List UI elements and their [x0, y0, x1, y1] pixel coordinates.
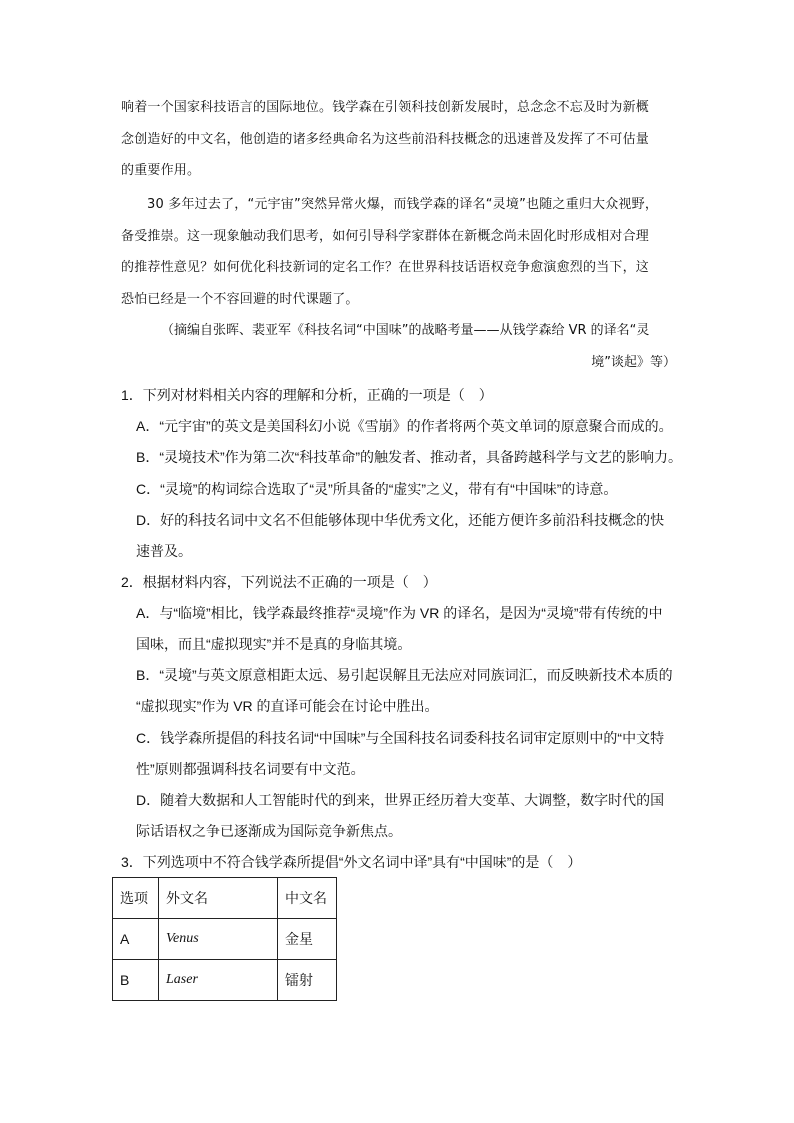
table-header-cell: 选项: [113, 878, 159, 919]
text-line: 念创造好的中文名，他创造的诸多经典命名为这些前沿科技概念的迅速普及发挥了不可估量: [121, 131, 650, 147]
question-2-option-d-cont: 际话语权之争已逐渐成为国际竞争新焦点。: [136, 823, 402, 839]
table-row: [113, 919, 337, 960]
question-2-option-d[interactable]: D．随着大数据和人工智能时代的到来，世界正经历着大变革、大调整，数字时代的国: [136, 792, 665, 808]
text-line: 的推荐性意见？如何优化科技新词的定名工作？在世界科技话语权竞争愈演愈烈的当下，这: [121, 260, 650, 276]
question-2-stem: 2．根据材料内容，下列说法不正确的一项是（ ）: [121, 574, 437, 590]
table-cell-foreign-name: Laser: [159, 960, 278, 1001]
question-1-option-d-cont: 速普及。: [136, 543, 192, 559]
question-1-option-b[interactable]: B．“灵境技术”作为第二次“科技革命”的触发者、推动者，具备跨越科学与文艺的影响力。: [136, 449, 682, 465]
text-line: 30 多年过去了，“元宇宙”突然异常火爆，而钱学森的译名“灵境”也随之重归大众视野，: [147, 197, 659, 212]
citation-line: （摘编自张晖、裴亚军《科技名词“中国味”的战略考量——从钱学森给 VR 的译名“灵: [161, 323, 650, 338]
question-3-stem: 3．下列选项中不符合钱学森所提倡“外文名词中译”具有“中国味”的是（ ）: [121, 854, 582, 870]
question-2-option-c-cont: 性”原则都强调科技名词要有中文范。: [136, 761, 365, 777]
passage-paragraph-1: [121, 92, 681, 187]
text-line: 备受推崇。这一现象触动我们思考，如何引导科学家群体在新概念尚未固化时形成相对合理: [121, 228, 650, 244]
question-2-option-b[interactable]: B．“灵境”与英文原意相距太远、易引起误解且无法应对同族词汇，而反映新技术本质的: [136, 667, 673, 683]
table-cell-chinese-name: 镭射: [278, 960, 337, 1001]
question-1-stem: 1．下列对材料相关内容的理解和分析，正确的一项是（ ）: [121, 387, 493, 403]
table-header-cell: 外文名: [159, 878, 278, 919]
passage-paragraph-2: [121, 189, 681, 315]
table-row: [113, 960, 337, 1001]
table-cell-chinese-name: 金星: [278, 919, 337, 960]
citation-line: 境”谈起》等）: [591, 354, 676, 370]
question-2-option-a[interactable]: A．与“临境”相比，钱学森最终推荐“灵境”作为 VR 的译名，是因为“灵境”带有传统的中: [136, 605, 663, 621]
question-2-option-a-cont: 国味，而且“虚拟现实”并不是真的身临其境。: [136, 636, 412, 652]
table-cell-option: A: [113, 919, 159, 960]
table-cell-option: B: [113, 960, 159, 1001]
text-line: 的重要作用。: [121, 163, 201, 179]
question-2-option-b-cont: “虚拟现实”作为 VR 的直译可能会在讨论中胜出。: [136, 698, 439, 714]
question-1-option-a[interactable]: A．“元宇宙”的英文是美国科幻小说《雪崩》的作者将两个英文单词的原意聚合而成的。: [136, 418, 673, 434]
source-citation: [121, 315, 676, 378]
table-header-row: [113, 878, 337, 919]
options-table: [112, 877, 337, 1001]
question-1-option-d[interactable]: D．好的科技名词中文名不但能够体现中华优秀文化，还能方便许多前沿科技概念的快: [136, 512, 665, 528]
text-line: 响着一个国家科技语言的国际地位。钱学森在引领科技创新发展时，总念念不忘及时为新概: [121, 100, 650, 115]
question-2-option-c[interactable]: C．钱学森所提倡的科技名词“中国味”与全国科技名词委科技名词审定原则中的“中文特: [136, 730, 665, 746]
question-1-option-c[interactable]: C．“灵境”的构词综合选取了“灵”所具备的“虚实”之义，带有有“中国味”的诗意。: [136, 481, 618, 497]
table-cell-foreign-name: Venus: [159, 919, 278, 960]
text-line: 恐怕已经是一个不容回避的时代课题了。: [121, 291, 359, 307]
table-header-cell: 中文名: [278, 878, 337, 919]
